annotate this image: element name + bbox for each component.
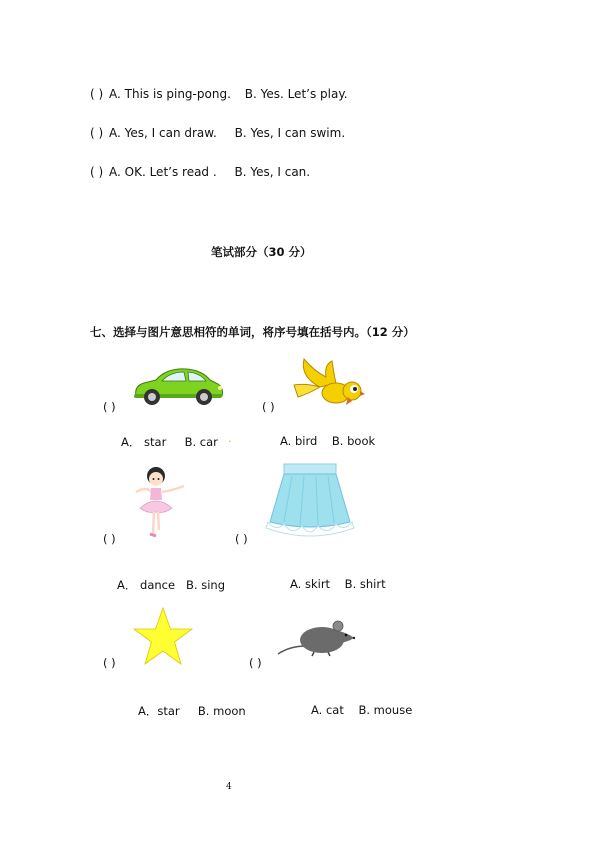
item1-bracket[interactable]: ( ): [103, 400, 116, 414]
stray-mark: .: [228, 432, 232, 445]
item1-options: A． star B. car: [121, 435, 218, 449]
page-number: 4: [226, 782, 232, 792]
item5-bracket[interactable]: ( ): [103, 656, 116, 670]
yellow-bird-icon: [290, 357, 366, 409]
answer-bracket[interactable]: ( ): [90, 126, 104, 140]
ballerina-girl-icon: [128, 464, 188, 542]
listening-line-3: [90, 165, 310, 179]
written-part-title: 笔试部分（30 分）: [211, 245, 312, 259]
yellow-star-icon: [132, 607, 194, 667]
item3-options: A． dance B. sing: [117, 578, 225, 592]
grey-mouse-icon: [276, 616, 356, 664]
green-car-icon: [130, 366, 226, 406]
option-b: B. Yes, I can swim.: [234, 126, 346, 140]
item4-options: A. skirt B. shirt: [290, 577, 386, 591]
item5-options: A．star B. moon: [138, 704, 246, 718]
option-a: A. OK. Let’s read .: [109, 165, 217, 179]
item6-bracket[interactable]: ( ): [249, 656, 262, 670]
option-b: B. Yes, I can.: [234, 165, 311, 179]
item2-options: A. bird B. book: [280, 434, 376, 448]
item4-bracket[interactable]: ( ): [235, 532, 248, 546]
item3-bracket[interactable]: ( ): [103, 532, 116, 546]
item6-options: A. cat B. mouse: [311, 703, 413, 717]
answer-bracket[interactable]: ( ): [90, 165, 104, 179]
listening-line-1: [90, 87, 348, 101]
listening-line-2: [90, 126, 345, 140]
option-a: A. This is ping-pong.: [109, 87, 231, 101]
item2-bracket[interactable]: ( ): [262, 400, 275, 414]
answer-bracket[interactable]: ( ): [90, 87, 104, 101]
section7-title: 七、选择与图片意思相符的单词，将序号填在括号内。（12 分）: [90, 325, 415, 339]
option-a: A. Yes, I can draw.: [109, 126, 217, 140]
option-b: B. Yes. Let’s play.: [244, 87, 348, 101]
blue-skirt-icon: [262, 462, 358, 544]
